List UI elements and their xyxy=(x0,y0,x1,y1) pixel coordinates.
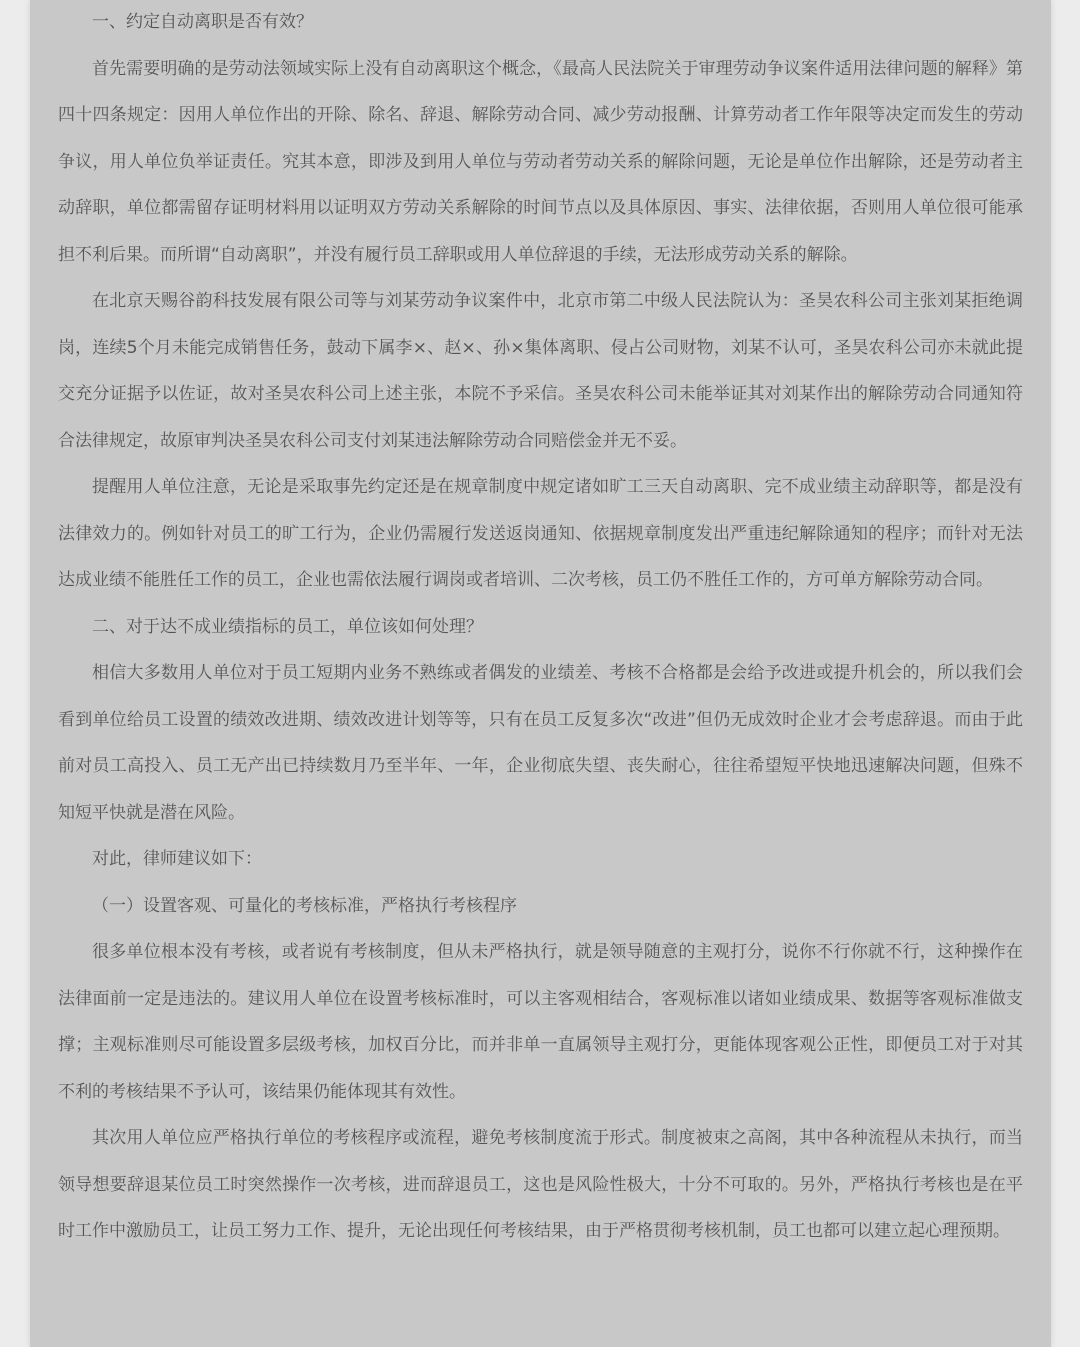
article-body xyxy=(58,0,1023,1255)
section-heading-1: 一、约定自动离职是否有效？ xyxy=(92,12,313,32)
paragraph-definition: 首先需要明确的是劳动法领域实际上没有自动离职这个概念，《最高人民法院关于审理劳动争议案件适用法律问题的解释》第四十四条规定：因用人单位作出的开除、除名、辞退、解除劳动合同、减少劳动报酬、计算劳动者工作年限等决定而发生的劳动争议，用人单位负举证责任。究其本意，即涉及到用人单位与劳动者劳动关系的解除问题，无论是单位作出解除，还是劳动者主动辞职，单位都需留存证明材料用以证明双方劳动关系解除的时间节点以及具体原因、事实、法律依据，否则用人单位很可能承担不利后果。而所谓“自动离职”，并没有履行员工辞职或用人单位辞退的手续，无法形成劳动关系的解除。 xyxy=(58,58,1023,265)
paragraph-case: 在北京天赐谷韵科技发展有限公司等与刘某劳动争议案件中，北京市第二中级人民法院认为：圣昊农科公司主张刘某拒绝调岗，连续5个月未能完成销售任务，鼓动下属李×、赵×、孙×集体离职、侵占公司财物，刘某不认可，圣昊农科公司亦未就此提交充分证据予以佐证，故对圣昊农科公司上述主张，本院不予采信。圣昊农科公司未能举证其对刘某作出的解除劳动合同通知符合法律规定，故原审判决圣昊农科公司支付刘某违法解除劳动合同赔偿金并无不妥。 xyxy=(58,291,1023,451)
paragraph-procedure: 其次用人单位应严格执行单位的考核程序或流程，避免考核制度流于形式。制度被束之高阁，其中各种流程从未执行，而当领导想要辞退某位员工时突然操作一次考核，进而辞退员工，这也是风险性极大，十分不可取的。另外，严格执行考核也是在平时工作中激励员工，让员工努力工作、提升，无论出现任何考核结果，由于严格贯彻考核机制，员工也都可以建立起心理预期。 xyxy=(58,1128,1023,1241)
document-page xyxy=(30,0,1051,1347)
paragraph-advice-intro: 对此，律师建议如下： xyxy=(92,849,262,869)
paragraph-standards: 很多单位根本没有考核，或者说有考核制度，但从未严格执行，就是领导随意的主观打分，说你不行你就不行，这种操作在法律面前一定是违法的。建议用人单位在设置考核标准时，可以主客观相结合，客观标准以诸如业绩成果、数据等客观标准做支撑；主观标准则尽可能设置多层级考核，加权百分比，而并非单一直属领导主观打分，更能体现客观公正性，即便员工对于对其不利的考核结果不予认可，该结果仍能体现其有效性。 xyxy=(58,942,1023,1102)
subheading-1: （一）设置客观、可量化的考核标准，严格执行考核程序 xyxy=(92,895,517,916)
paragraph-reminder: 提醒用人单位注意，无论是采取事先约定还是在规章制度中规定诸如旷工三天自动离职、完不成业绩主动辞职等，都是没有法律效力的。例如针对员工的旷工行为，企业仍需履行发送返岗通知、依据规章制度发出严重违纪解除通知的程序；而针对无法达成业绩不能胜任工作的员工，企业也需依法履行调岗或者培训、二次考核，员工仍不胜任工作的，方可单方解除劳动合同。 xyxy=(58,477,1023,590)
paragraph-improvement: 相信大多数用人单位对于员工短期内业务不熟练或者偶发的业绩差、考核不合格都是会给予改进或提升机会的，所以我们会看到单位给员工设置的绩效改进期、绩效改进计划等等，只有在员工反复多次“改进”但仍无成效时企业才会考虑辞退。而由于此前对员工高投入、员工无产出已持续数月乃至半年、一年，企业彻底失望、丧失耐心，往往希望短平快地迅速解决问题，但殊不知短平快就是潜在风险。 xyxy=(58,663,1023,823)
section-heading-2: 二、对于达不成业绩指标的员工，单位该如何处理？ xyxy=(92,616,483,637)
